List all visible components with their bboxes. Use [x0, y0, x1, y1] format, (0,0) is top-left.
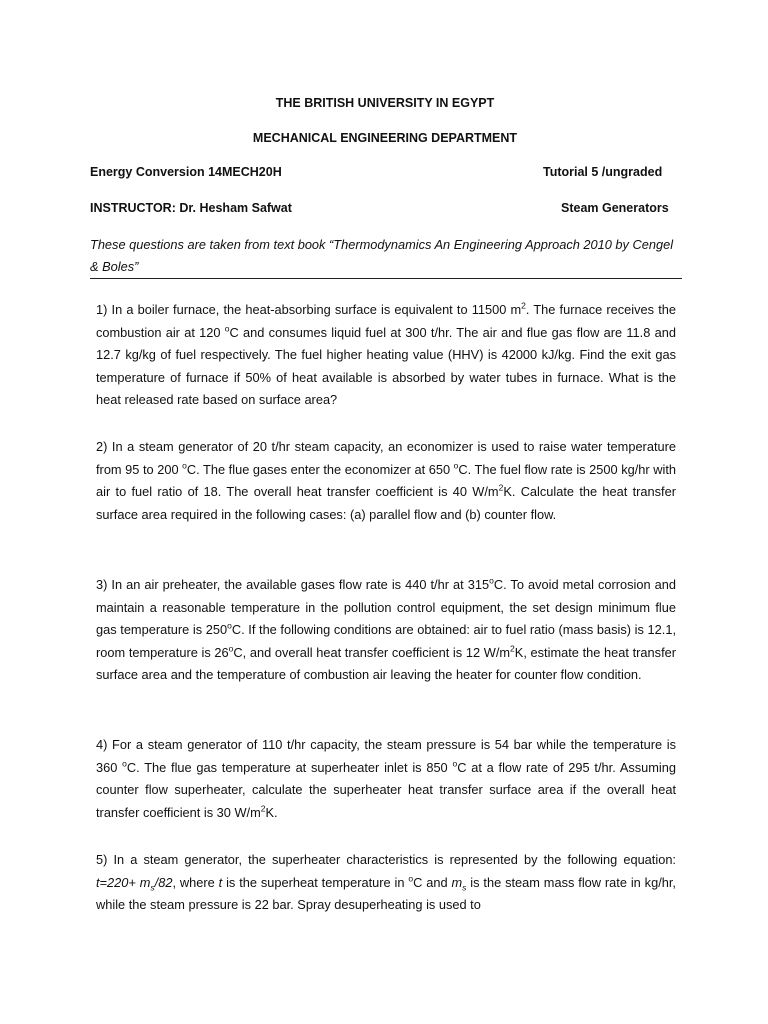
header-divider	[90, 278, 682, 279]
question-1: 1) In a boiler furnace, the heat-absorbing surface is equivalent to 11500 $m^2$. The furnace receives the combustion air at 120 $^o$C and consumes liquid fuel at 300 t/hr. The air and flue gas flow are 11.8 and 12.7 kg/kg of fuel respectively. The fuel higher heating value (HHV) is 42000 kJ/kg. Find the exit gas temperature of furnace if 50% of heat available is absorbed by water tubes in furnace. What is the heat released rate based on surface area?	[96, 300, 676, 408]
question-3: 3) In an air preheater, the available gases flow rate is 440 t/hr at 315$^o$C. To avoid metal corrosion and maintain a reasonable temperature in the pollution control equipment, the set design minimum flue gas temperature is 250$^o$C. If the following conditions are obtained: air to fuel ratio (mass basis) is 12.1, room temperature is 26$^o$C, and overall heat transfer coefficient is 12 $W/m^2K$, estimate the heat transfer surface area and the temperature of combustion air leaving the heater for counter flow condition.	[96, 575, 676, 683]
question-2: 2) In a steam generator of 20 t/hr steam capacity, an economizer is used to raise water temperature from 95 to 200 $^o$C. The flue gases enter the economizer at 650 $^o$C. The fuel flow rate is 2500 kg/hr with air to fuel ratio of 18. The overall heat transfer coefficient is 40 $W/m^2K$. Calculate the heat transfer surface area required in the following cases: (a) parallel flow and (b) counter flow.	[96, 439, 676, 522]
document-page	[90, 0, 680, 1024]
department-title: MECHANICAL ENGINEERING DEPARTMENT	[252, 131, 518, 145]
superheater-equation: $t=220+ m_s/82$	[96, 874, 173, 893]
source-note: These questions are taken from text book “Thermodynamics An Engineering Approach 2010 by Cengel & Boles”	[90, 237, 674, 274]
course-name: Energy Conversion 14MECH20H	[90, 165, 282, 179]
question-5: 5) In a steam generator, the superheater characteristics is represented by the following equation: $t=220+ m_s/82$, where t is the superheat temperature in $^o$C and $m_s$ is the steam mass flow rate in kg/hr, while the steam pressure is 22 bar. Spray desuperheating is used to	[96, 852, 676, 913]
tutorial-label: Tutorial 5 /ungraded	[543, 165, 663, 179]
university-title: THE BRITISH UNIVERSITY IN EGYPT	[275, 96, 495, 110]
instructor-row	[90, 201, 680, 215]
question-4: 4) For a steam generator of 110 t/hr capacity, the steam pressure is 54 bar while the temperature is 360 $^o$C. The flue gas temperature at superheater inlet is 850 $^o$C at a flow rate of 295 t/hr. Assuming counter flow superheater, calculate the superheater heat transfer surface area if the overall heat transfer coefficient is 30 $W/m^2K$.	[96, 737, 677, 820]
course-row	[90, 165, 680, 179]
instructor-name: INSTRUCTOR: Dr. Hesham Safwat	[90, 201, 292, 215]
topic-label: Steam Generators	[561, 201, 669, 215]
